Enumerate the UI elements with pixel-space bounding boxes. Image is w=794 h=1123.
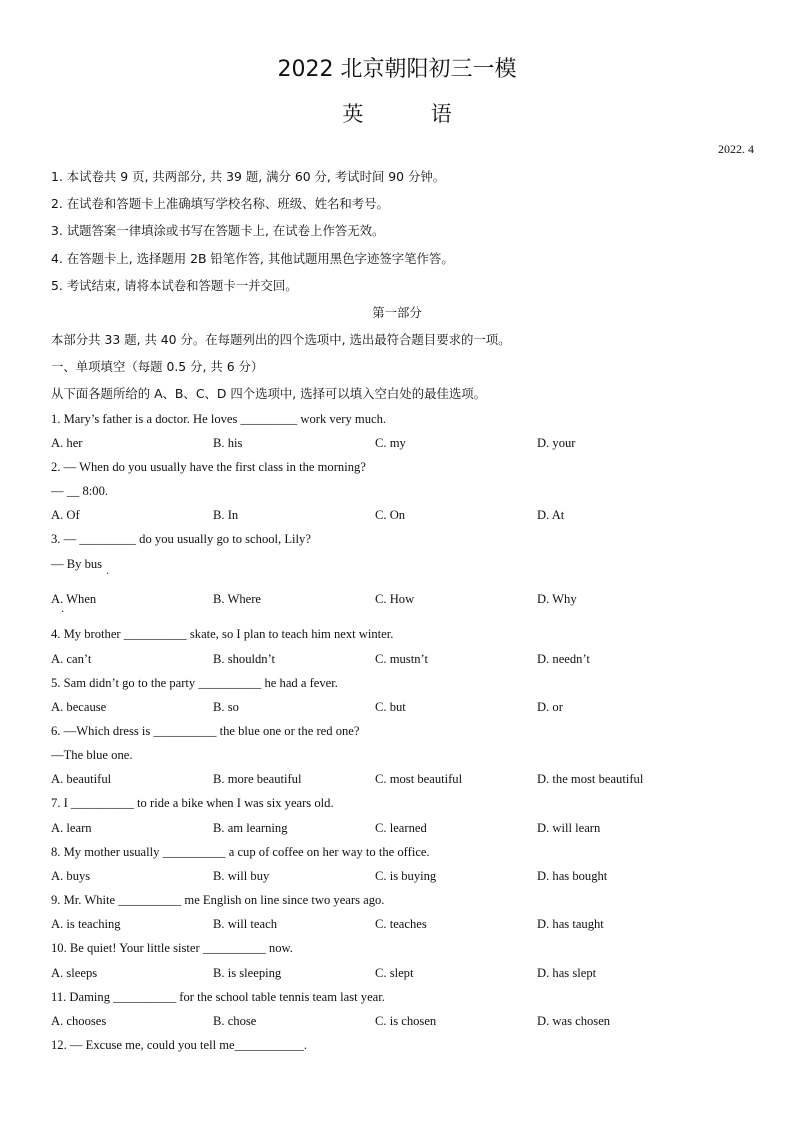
q6-option-a: A. beautiful <box>51 772 112 786</box>
q1-option-d: D. your <box>537 436 576 450</box>
q10-option-c: C. slept <box>375 966 414 980</box>
q2-option-b: B. In <box>213 508 239 522</box>
subject-char-1: 英 <box>342 102 364 126</box>
exam-title: 2022 北京朝阳初三一模 <box>277 57 517 82</box>
question-10-stem: 10. Be quiet! Your little sister __________ now. <box>51 941 293 955</box>
q7-option-c: C. learned <box>375 821 427 835</box>
q1-option-a: A. her <box>51 436 83 450</box>
question-6-answer-line: —The blue one. <box>51 748 133 762</box>
q9-option-c: C. teaches <box>375 917 427 931</box>
question-6-stem: 6. —Which dress is __________ the blue one or the red one? <box>51 724 360 738</box>
section-title: 一、单项填空（每题 0.5 分, 共 6 分） <box>51 359 264 374</box>
question-8-stem: 8. My mother usually __________ a cup of coffee on her way to the office. <box>51 845 430 859</box>
q1-option-c: C. my <box>375 436 406 450</box>
q2-option-a: A. Of <box>51 508 80 522</box>
instruction-4: 4. 在答题卡上, 选择题用 2B 铅笔作答, 其他试题用黑色字迹签字笔作答。 <box>51 251 454 266</box>
stray-dot: . <box>106 566 110 577</box>
q3-option-a: A. When <box>51 592 97 606</box>
q2-option-c: C. On <box>375 508 406 522</box>
q5-option-c: C. but <box>375 700 406 714</box>
subject-char-2: 语 <box>430 102 452 126</box>
q6-option-b: B. more beautiful <box>213 772 302 786</box>
question-12-stem: 12. — Excuse me, could you tell me___________. <box>51 1038 308 1052</box>
q3-option-b: B. Where <box>213 592 262 606</box>
q2-option-d: D. At <box>537 508 565 522</box>
q4-option-d: D. needn’t <box>537 652 590 666</box>
instruction-1: 1. 本试卷共 9 页, 共两部分, 共 39 题, 满分 60 分, 考试时间 90 分钟。 <box>51 169 446 184</box>
q8-option-a: A. buys <box>51 869 91 883</box>
q6-option-d: D. the most beautiful <box>537 772 644 786</box>
q11-option-b: B. chose <box>213 1014 257 1028</box>
q3-option-d: D. Why <box>537 592 577 606</box>
q4-option-c: C. mustn’t <box>375 652 428 666</box>
q8-option-c: C. is buying <box>375 869 437 883</box>
question-11-stem: 11. Daming __________ for the school table tennis team last year. <box>51 990 385 1004</box>
stray-dot: . <box>61 604 65 615</box>
question-2-answer-line: — __ 8:00. <box>51 484 109 498</box>
instruction-3: 3. 试题答案一律填涂或书写在答题卡上, 在试卷上作答无效。 <box>51 223 385 238</box>
question-2-stem: 2. — When do you usually have the first class in the morning? <box>51 460 366 474</box>
q11-option-c: C. is chosen <box>375 1014 437 1028</box>
q5-option-a: A. because <box>51 700 107 714</box>
instruction-5: 5. 考试结束, 请将本试卷和答题卡一并交回。 <box>51 278 298 293</box>
question-5-stem: 5. Sam didn’t go to the party __________ he had a fever. <box>51 676 338 690</box>
question-4-stem: 4. My brother __________ skate, so I plan to teach him next winter. <box>51 627 394 641</box>
question-1-stem: 1. Mary’s father is a doctor. He loves _________ work very much. <box>51 412 387 426</box>
q11-option-a: A. chooses <box>51 1014 107 1028</box>
q9-option-b: B. will teach <box>213 917 278 931</box>
question-3-answer-line: — By bus <box>51 557 103 571</box>
q7-option-a: A. learn <box>51 821 92 835</box>
section-instruction: 从下面各题所给的 A、B、C、D 四个选项中, 选择可以填入空白处的最佳选项。 <box>51 386 487 401</box>
q7-option-b: B. am learning <box>213 821 288 835</box>
instruction-2: 2. 在试卷和答题卡上准确填写学校名称、班级、姓名和考号。 <box>51 196 389 211</box>
q10-option-b: B. is sleeping <box>213 966 282 980</box>
q10-option-a: A. sleeps <box>51 966 98 980</box>
q9-option-a: A. is teaching <box>51 917 121 931</box>
part-intro: 本部分共 33 题, 共 40 分。在每题列出的四个选项中, 选出最符合题目要求的一项。 <box>51 332 511 347</box>
part-heading: 第一部分 <box>372 305 422 320</box>
q7-option-d: D. will learn <box>537 821 601 835</box>
q5-option-d: D. or <box>537 700 563 714</box>
q4-option-a: A. can’t <box>51 652 92 666</box>
q3-option-c: C. How <box>375 592 415 606</box>
q1-option-b: B. his <box>213 436 243 450</box>
q8-option-d: D. has bought <box>537 869 608 883</box>
question-7-stem: 7. I __________ to ride a bike when I was six years old. <box>51 796 334 810</box>
exam-date: 2022. 4 <box>718 142 754 156</box>
q8-option-b: B. will buy <box>213 869 270 883</box>
q4-option-b: B. shouldn’t <box>213 652 276 666</box>
question-9-stem: 9. Mr. White __________ me English on line since two years ago. <box>51 893 385 907</box>
q9-option-d: D. has taught <box>537 917 604 931</box>
q10-option-d: D. has slept <box>537 966 597 980</box>
q11-option-d: D. was chosen <box>537 1014 611 1028</box>
q6-option-c: C. most beautiful <box>375 772 463 786</box>
question-3-stem: 3. — _________ do you usually go to school, Lily? <box>51 532 311 546</box>
subject-title <box>0 98 794 128</box>
q5-option-b: B. so <box>213 700 239 714</box>
